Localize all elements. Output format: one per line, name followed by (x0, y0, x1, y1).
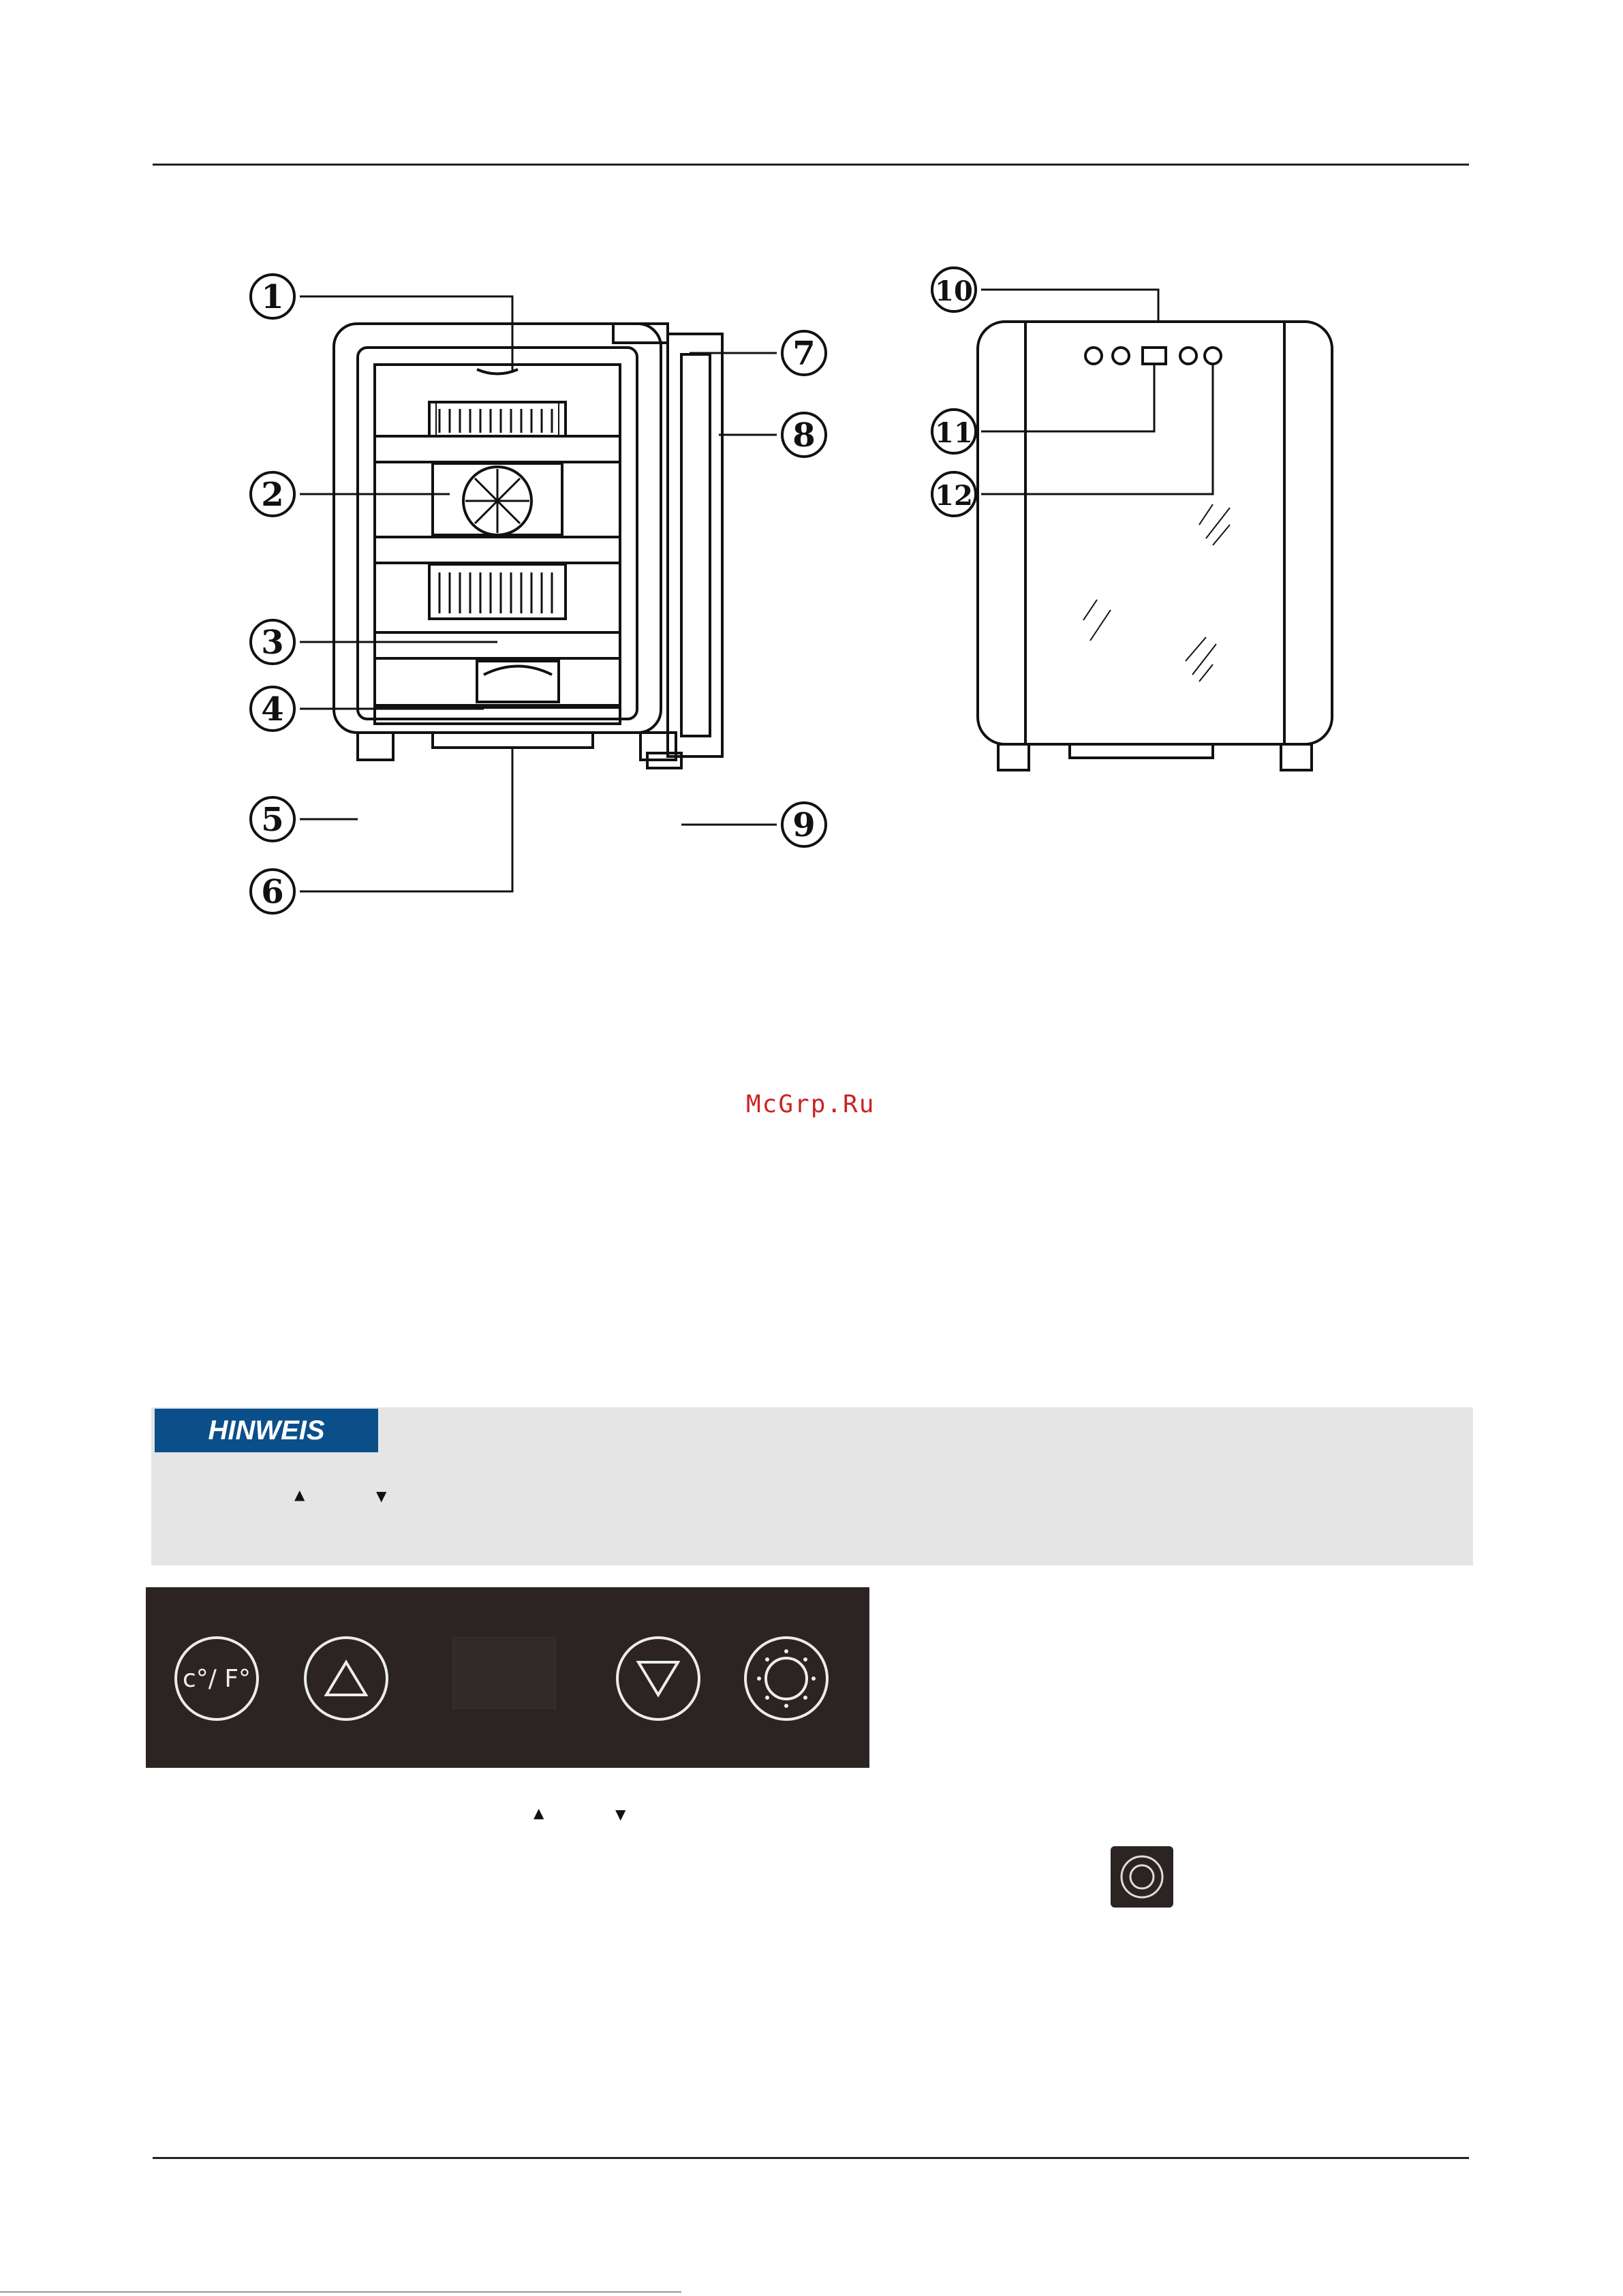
temperature-up-button[interactable] (304, 1636, 388, 1721)
display (1143, 348, 1166, 364)
temperature-display (452, 1637, 556, 1709)
callout-1: 1 (261, 278, 284, 316)
callout-2: 2 (261, 476, 284, 514)
callout-10: 10 (935, 275, 973, 307)
down-triangle-icon (634, 1658, 682, 1699)
callout-6: 6 (261, 873, 284, 911)
bottom-vent-closed (1070, 744, 1213, 758)
temperature-down-button[interactable] (616, 1636, 700, 1721)
callout-4: 4 (261, 690, 284, 729)
light-icon (752, 1644, 820, 1713)
foot-left (358, 733, 393, 760)
appliance-diagram (204, 239, 1363, 968)
bottom-edge-rule (0, 2291, 681, 2293)
callout-7: 7 (792, 335, 816, 373)
foot-left-closed (998, 744, 1029, 770)
door-glass (681, 354, 710, 736)
front-view (334, 324, 722, 768)
unit-button (1085, 348, 1102, 364)
shelf (375, 632, 620, 658)
foot-right-closed (1281, 744, 1312, 770)
callout-8: 8 (792, 416, 816, 455)
notice-badge: HINWEIS (155, 1409, 378, 1452)
up-arrow-icon: ▲ (294, 1486, 305, 1503)
callout-11: 11 (935, 417, 973, 449)
header-rule (153, 164, 1469, 166)
down-arrow-icon: ▼ (376, 1488, 387, 1504)
watermark: McGrp.Ru (746, 1090, 876, 1118)
light-button[interactable] (744, 1636, 829, 1721)
light-icon-inline (1111, 1846, 1173, 1908)
callout-5: 5 (261, 801, 284, 839)
callout-12: 12 (935, 480, 973, 512)
unit-toggle-button[interactable] (174, 1636, 259, 1721)
callout-9: 9 (792, 806, 816, 844)
door-frame (668, 334, 722, 756)
down-arrow-icon-inline: ▼ (615, 1806, 626, 1822)
footer-rule (153, 2157, 1469, 2159)
unit-toggle-label: c°/ F° (182, 1664, 251, 1693)
shelf (375, 537, 620, 563)
control-panel (146, 1587, 869, 1768)
shelf (375, 707, 620, 724)
down-button (1180, 348, 1196, 364)
up-button (1113, 348, 1129, 364)
callout-3: 3 (261, 624, 284, 662)
up-triangle-icon (322, 1658, 370, 1699)
shelf (375, 436, 620, 462)
bottom-vent (433, 733, 593, 748)
notice-box (151, 1407, 1473, 1565)
light-button (1205, 348, 1221, 364)
up-arrow-icon-inline: ▲ (534, 1805, 544, 1821)
